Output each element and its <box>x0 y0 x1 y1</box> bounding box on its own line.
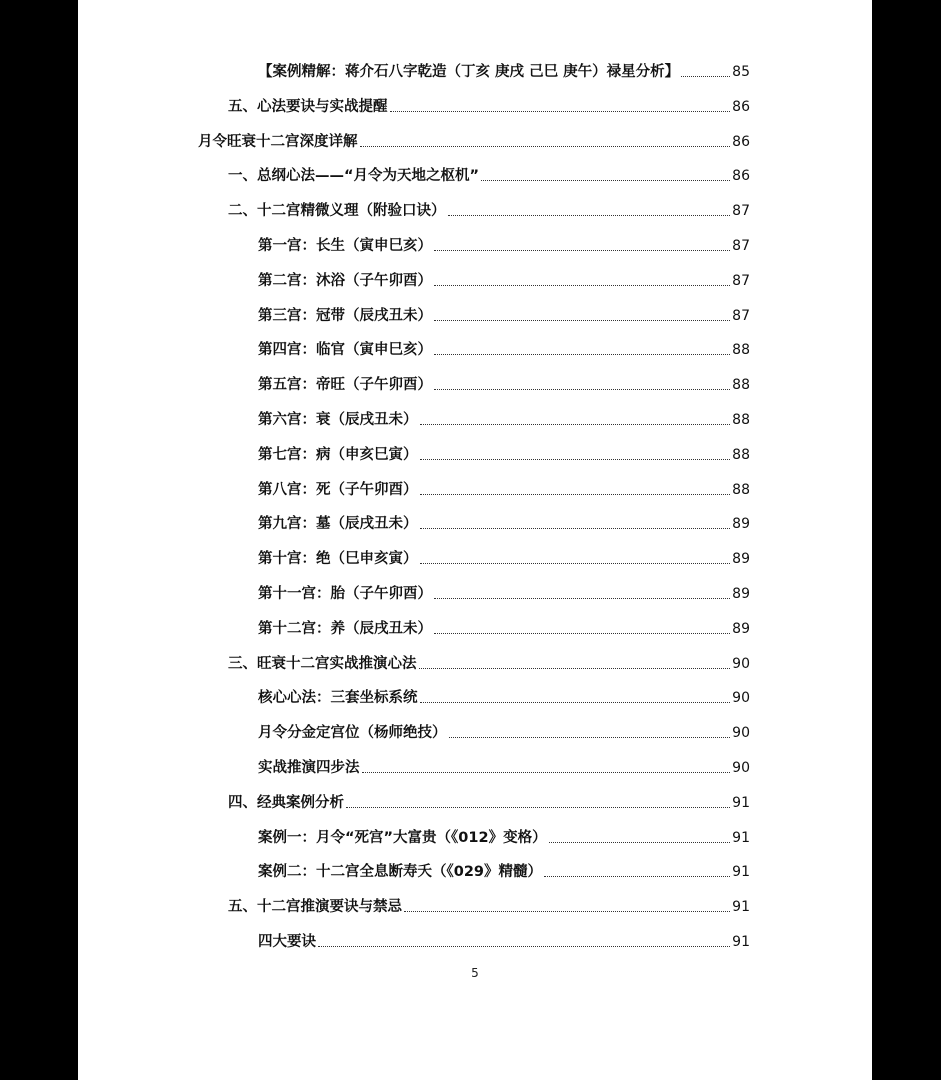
toc-entry[interactable] <box>228 197 750 221</box>
toc-entry[interactable] <box>258 336 750 360</box>
dot-leader <box>434 389 730 390</box>
toc-entry-title: 月令分金定宫位（杨师绝技） <box>258 725 447 742</box>
toc-entry-title: 第三宫：冠带（辰戌丑未） <box>258 307 432 324</box>
toc-entry-page: 87 <box>732 307 750 324</box>
dot-leader <box>420 528 731 529</box>
toc-entry-page: 85 <box>732 64 750 80</box>
toc-entry[interactable] <box>258 232 750 256</box>
dot-leader <box>544 876 730 877</box>
toc-entry[interactable] <box>228 93 750 117</box>
page-number: 5 <box>471 966 479 980</box>
toc-entry[interactable] <box>258 302 750 326</box>
dot-leader <box>318 946 730 947</box>
dot-leader <box>449 737 731 738</box>
toc-entry-title: 月令旺衰十二宫深度详解 <box>198 133 358 150</box>
toc-entry-page: 89 <box>732 551 750 568</box>
dot-leader <box>420 494 731 495</box>
dot-leader <box>434 320 730 321</box>
toc-entry-page: 91 <box>732 864 750 881</box>
toc-entry-title: 第十一宫：胎（子午卯酉） <box>258 586 432 602</box>
toc-entry-page: 91 <box>732 794 750 811</box>
toc-entry-title: 四大要诀 <box>258 934 316 950</box>
toc-entry-title: 案例二：十二宫全息断寿夭（《029》精髓） <box>258 864 543 881</box>
toc-entry-title: 第二宫：沐浴（子午卯酉） <box>258 272 432 289</box>
toc-entry-page: 91 <box>732 829 750 846</box>
toc-entry-page: 91 <box>732 934 750 950</box>
toc-entry-page: 87 <box>732 203 750 220</box>
toc-entry-title: 第一宫：长生（寅申巳亥） <box>258 238 432 254</box>
toc-entry-title: 【案例精解：蒋介石八字乾造（丁亥 庚戌 己巳 庚午）禄星分析】 <box>258 64 680 80</box>
dot-leader <box>481 180 730 181</box>
toc-entry-title: 第七宫：病（申亥巳寅） <box>258 446 418 463</box>
dot-leader <box>420 459 731 460</box>
toc-entry-title: 核心心法：三套坐标系统 <box>258 690 418 707</box>
toc-entry-page: 91 <box>732 899 750 916</box>
toc-entry[interactable] <box>258 476 750 500</box>
dot-leader <box>434 354 730 355</box>
toc-entry-title: 四、经典案例分析 <box>228 794 344 811</box>
dot-leader <box>419 668 731 669</box>
toc-entry[interactable] <box>258 441 750 465</box>
toc-entry[interactable] <box>258 510 750 534</box>
toc-entry[interactable] <box>258 754 750 778</box>
toc-entry[interactable] <box>258 824 750 848</box>
dot-leader <box>420 563 731 564</box>
toc-entry[interactable] <box>258 267 750 291</box>
toc-entry[interactable] <box>228 893 750 917</box>
dot-leader <box>420 702 731 703</box>
toc-entry-page: 87 <box>732 272 750 289</box>
toc-entry-page: 87 <box>732 238 750 254</box>
toc-entry-title: 实战推演四步法 <box>258 760 360 776</box>
dot-leader <box>448 215 731 216</box>
toc-entry[interactable] <box>228 162 750 186</box>
dot-leader <box>549 842 731 843</box>
toc-entry-page: 88 <box>732 342 750 359</box>
dot-leader <box>434 285 730 286</box>
toc-entry-page: 89 <box>732 586 750 602</box>
toc-entry-page: 86 <box>732 98 750 115</box>
dot-leader <box>420 424 731 425</box>
toc-entry-title: 第八宫：死（子午卯酉） <box>258 481 418 498</box>
dot-leader <box>434 250 730 251</box>
toc-entry[interactable] <box>258 615 750 639</box>
toc-entry[interactable] <box>258 580 750 604</box>
toc-entry-title: 一、总纲心法——“月令为天地之枢机” <box>228 168 480 185</box>
toc-entry-title: 第十宫：绝（巳申亥寅） <box>258 551 418 568</box>
toc-entry[interactable] <box>258 719 750 743</box>
toc-entry[interactable] <box>228 789 750 813</box>
dot-leader <box>346 807 730 808</box>
toc-entry-title: 第九宫：墓（辰戌丑未） <box>258 516 418 533</box>
toc-entry-title: 三、旺衰十二宫实战推演心法 <box>228 655 417 672</box>
toc-entry[interactable] <box>258 58 750 82</box>
toc-entry-title: 五、十二宫推演要诀与禁忌 <box>228 899 402 916</box>
toc-entry-page: 90 <box>732 725 750 742</box>
toc-entry[interactable] <box>198 128 750 152</box>
toc-entry[interactable] <box>258 371 750 395</box>
toc-entry[interactable] <box>228 650 750 674</box>
document-page <box>78 0 872 1080</box>
dot-leader <box>404 911 730 912</box>
toc-entry-page: 88 <box>732 412 750 428</box>
toc-entry[interactable] <box>258 858 750 882</box>
toc-entry-page: 88 <box>732 481 750 498</box>
toc-entry[interactable] <box>258 406 750 430</box>
dot-leader <box>362 772 731 773</box>
dot-leader <box>390 111 731 112</box>
dot-leader <box>360 146 731 147</box>
dot-leader <box>434 633 730 634</box>
toc-entry-page: 89 <box>732 516 750 533</box>
dot-leader <box>434 598 730 599</box>
toc-entry-page: 88 <box>732 446 750 463</box>
toc-entry[interactable] <box>258 545 750 569</box>
toc-entry-page: 90 <box>732 690 750 707</box>
toc-entry-title: 案例一：月令“死宫”大富贵（《012》变格） <box>258 829 547 846</box>
toc-entry-title: 第六宫：衰（辰戌丑未） <box>258 412 418 428</box>
toc-entry[interactable] <box>258 928 750 952</box>
toc-entry-page: 86 <box>732 168 750 185</box>
toc-entry-page: 90 <box>732 655 750 672</box>
dot-leader <box>681 76 730 77</box>
toc-entry-page: 88 <box>732 377 750 394</box>
toc-entry-page: 86 <box>732 133 750 150</box>
toc-entry[interactable] <box>258 684 750 708</box>
toc-entry-title: 五、心法要诀与实战提醒 <box>228 98 388 115</box>
toc-entry-title: 第四宫：临官（寅申巳亥） <box>258 342 432 359</box>
toc-entry-page: 90 <box>732 760 750 776</box>
toc-entry-title: 二、十二宫精微义理（附验口诀） <box>228 203 446 220</box>
toc-entry-title: 第十二宫：养（辰戌丑未） <box>258 620 432 637</box>
toc-entry-title: 第五宫：帝旺（子午卯酉） <box>258 377 432 394</box>
toc-entry-page: 89 <box>732 620 750 637</box>
